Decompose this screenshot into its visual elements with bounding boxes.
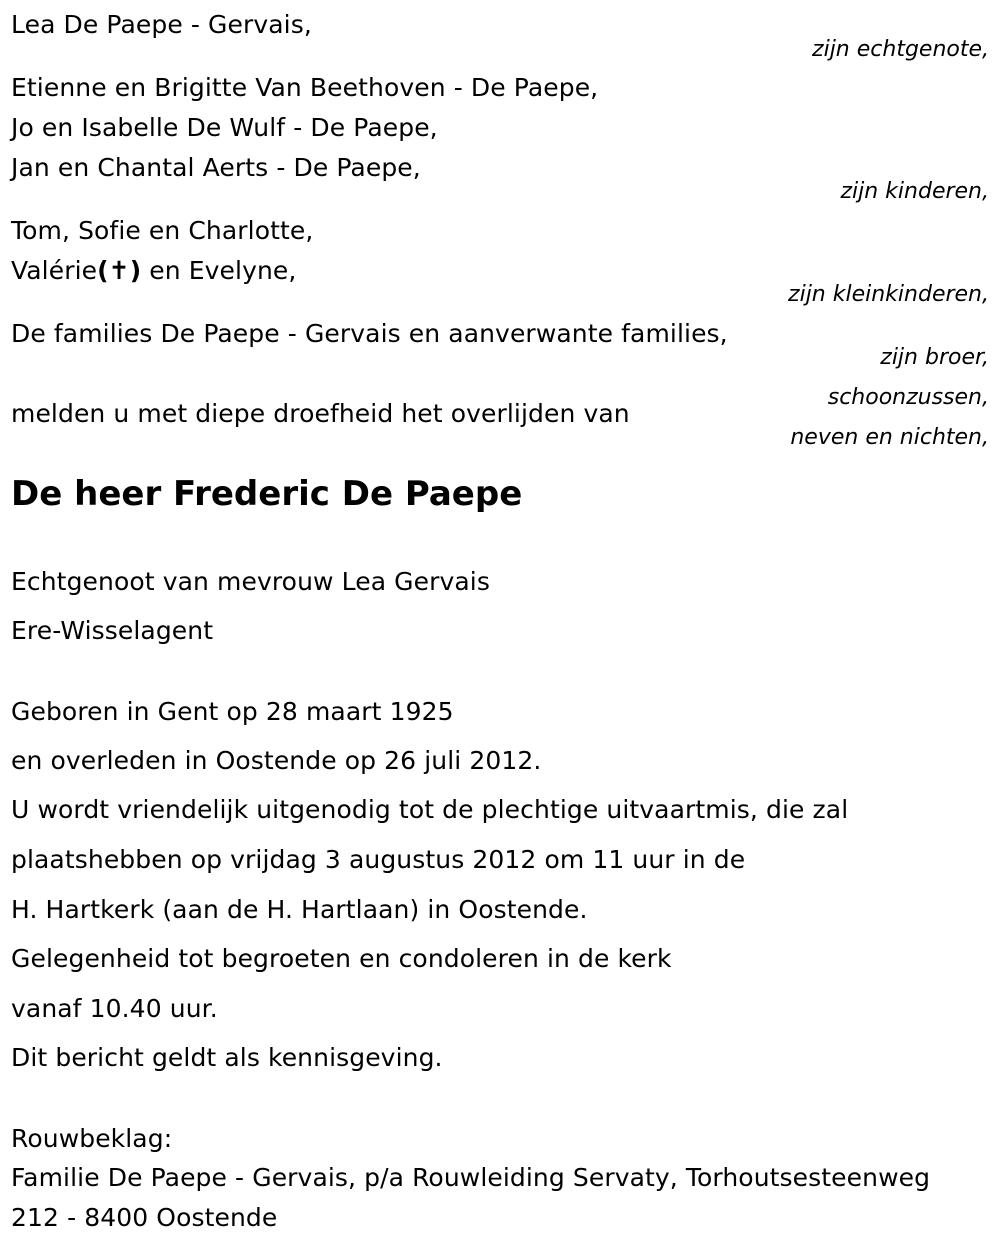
deceased-name: De heer Frederic De Paepe — [11, 474, 523, 514]
condolences-label: Rouwbeklag: — [11, 1124, 173, 1153]
detail-condolence-opportunity: Gelegenheid tot begroeten en condoleren in de kerk — [11, 944, 672, 973]
spouse-name: Lea De Paepe - Gervais, — [11, 10, 312, 39]
detail-notice: Dit bericht geldt als kennisgeving. — [11, 1043, 443, 1072]
extended-family: De families De Paepe - Gervais en aanverwante families, — [11, 319, 728, 348]
condolences-address-line-1: Familie De Paepe - Gervais, p/a Rouwleiding Servaty, Torhoutsesteenweg — [11, 1163, 931, 1192]
child-line-1: Etienne en Brigitte Van Beethoven - De Paepe, — [11, 73, 599, 102]
detail-time: vanaf 10.40 uur. — [11, 994, 218, 1023]
grandchild-name: Valérie — [11, 256, 98, 285]
grandchildren-line-1: Tom, Sofie en Charlotte, — [11, 216, 314, 245]
detail-death: en overleden in Oostende op 26 juli 2012. — [11, 746, 542, 775]
grandchildren-relation: zijn kleinkinderen, — [788, 282, 989, 307]
deceased-title: Ere-Wisselagent — [11, 616, 214, 645]
child-line-2: Jo en Isabelle De Wulf - De Paepe, — [11, 113, 438, 142]
extended-relation-2: schoonzussen, — [827, 385, 989, 410]
condolences-address-line-2: 212 - 8400 Oostende — [11, 1203, 278, 1232]
detail-location: H. Hartkerk (aan de H. Hartlaan) in Oostende. — [11, 895, 588, 924]
extended-relation-1: zijn broer, — [880, 345, 989, 370]
grandchildren-line-2 — [11, 256, 296, 286]
detail-birth: Geboren in Gent op 28 maart 1925 — [11, 697, 454, 726]
detail-date: plaatshebben op vrijdag 3 augustus 2012 om 11 uur in de — [11, 845, 746, 874]
deceased-spouse-line: Echtgenoot van mevrouw Lea Gervais — [11, 567, 490, 596]
grandchildren-line-2-rest: en Evelyne, — [141, 256, 297, 285]
spouse-relation: zijn echtgenote, — [812, 37, 989, 62]
announcement: melden u met diepe droefheid het overlijden van — [11, 399, 630, 428]
cross-icon: (✝) — [97, 256, 142, 285]
child-line-3: Jan en Chantal Aerts - De Paepe, — [11, 153, 421, 182]
extended-relation-3: neven en nichten, — [790, 425, 989, 450]
detail-invitation: U wordt vriendelijk uitgenodig tot de plechtige uitvaartmis, die zal — [11, 795, 849, 824]
children-relation: zijn kinderen, — [840, 179, 989, 204]
